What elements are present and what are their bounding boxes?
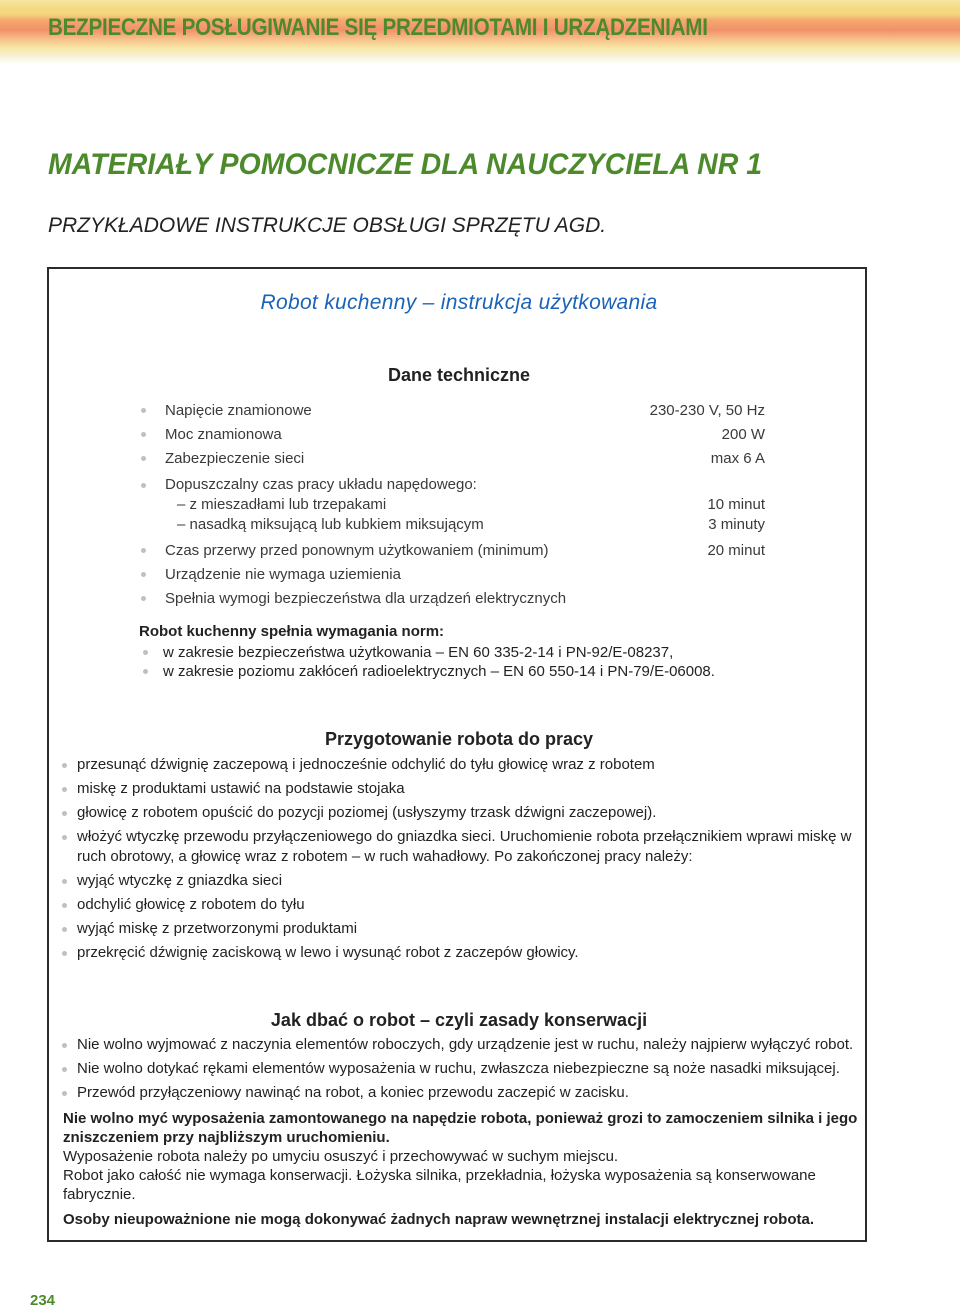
list-item-text: włożyć wtyczkę przewodu przyłączeniowego do gniazdka sieci. Uruchomienie robota przełącznikiem wprawi miskę w ruch obrotowy, a głowicę wraz z robotem – w ruch wahadłowy. Po zakończonej pracy należy:	[77, 828, 852, 865]
spec-label: Moc znamionowa	[165, 426, 282, 443]
bullet-icon	[141, 483, 146, 488]
spec-value: 200 W	[721, 426, 765, 443]
page-title: MATERIAŁY POMOCNICZE DLA NAUCZYCIELA NR 1	[48, 148, 763, 181]
bullet-icon	[62, 927, 67, 932]
care-maintenance: Robot jako całość nie wymaga konserwacji. Łożyska silnika, przekładnia, łożyska wyposażenia są konserwowane fabrycznie.	[63, 1167, 816, 1203]
spec-label: Dopuszczalny czas pracy układu napędowego:	[165, 476, 477, 493]
bullet-icon	[62, 903, 67, 908]
spec-row	[137, 587, 765, 611]
bullet-icon	[62, 835, 67, 840]
spec-value: 20 minut	[707, 542, 765, 559]
spec-label: Zabezpieczenie sieci	[165, 450, 305, 467]
spec-row	[137, 447, 765, 471]
care-storage: Wyposażenie robota należy po umyciu osuszyć i przechowywać w suchym miejscu.	[63, 1148, 619, 1165]
list-item-text: Nie wolno dotykać rękami elementów wyposażenia w ruchu, zwłaszcza niebezpieczne są noże nasadki miksującej.	[77, 1060, 840, 1077]
bullet-icon	[141, 572, 146, 577]
list-item	[59, 827, 859, 867]
list-item	[59, 803, 859, 823]
spec-value: max 6 A	[710, 450, 765, 467]
bullet-icon	[143, 669, 148, 674]
spec-value: 230-230 V, 50 Hz	[649, 402, 765, 419]
spec-row	[137, 563, 765, 587]
specs-table	[137, 399, 765, 611]
bullet-icon	[143, 650, 148, 655]
care-final-note: Osoby nieupoważnione nie mogą dokonywać żadnych napraw wewnętrznej instalacji elektrycznej robota.	[63, 1211, 815, 1228]
list-item	[59, 779, 859, 799]
bullet-icon	[141, 596, 146, 601]
norm-item	[139, 662, 715, 681]
bullet-icon	[141, 408, 146, 413]
spec-label: Spełnia wymogi bezpieczeństwa dla urządzeń elektrycznych	[165, 590, 567, 607]
norms-heading: Robot kuchenny spełnia wymagania norm:	[139, 623, 445, 640]
bullet-icon	[62, 879, 67, 884]
bullet-icon	[141, 432, 146, 437]
page-number: 234	[30, 1292, 56, 1309]
spec-row	[137, 423, 765, 447]
bullet-icon	[62, 1091, 67, 1096]
spec-value: 3 minuty	[708, 516, 765, 533]
spec-row	[137, 539, 765, 563]
care-warning: Nie wolno myć wyposażenia zamontowanego na napędzie robota, ponieważ grozi to zamoczeniem silnika i jego zniszczeniem przy najbliższym uruchomieniu.	[63, 1110, 858, 1146]
list-item	[59, 755, 859, 775]
spec-label: Napięcie znamionowe	[165, 402, 312, 419]
spec-row	[137, 515, 765, 535]
list-item	[59, 871, 859, 891]
list-item-text: odchylić głowicę z robotem do tyłu	[77, 896, 305, 913]
spec-row	[137, 495, 765, 515]
section-header: BEZPIECZNE POSŁUGIWANIE SIĘ PRZEDMIOTAMI I URZĄDZENIAMI	[48, 14, 708, 41]
instruction-title: Robot kuchenny – instrukcja użytkowania	[260, 291, 658, 314]
spec-label: Urządzenie nie wymaga uziemienia	[165, 566, 401, 583]
care-heading: Jak dbać o robot – czyli zasady konserwacji	[270, 1010, 648, 1030]
list-item	[59, 919, 859, 939]
list-item	[59, 1083, 859, 1103]
bullet-icon	[62, 787, 67, 792]
prep-heading: Przygotowanie robota do pracy	[324, 729, 594, 749]
norm-item	[139, 643, 715, 662]
list-item	[59, 943, 859, 963]
list-item-text: miskę z produktami ustawić na podstawie stojaka	[77, 780, 405, 797]
list-item-text: przesunąć dźwignię zaczepową i jednocześnie odchylić do tyłu głowicę wraz z robotem	[77, 756, 655, 773]
spec-row	[137, 475, 765, 495]
bullet-icon	[62, 1067, 67, 1072]
list-item-text: przekręcić dźwignię zaciskową w lewo i wysunąć robot z zaczepów głowicy.	[77, 944, 579, 961]
bullet-icon	[141, 548, 146, 553]
bullet-icon	[62, 763, 67, 768]
bullet-icon	[62, 1043, 67, 1048]
prep-list	[59, 755, 859, 967]
bullet-icon	[62, 811, 67, 816]
page-subtitle: PRZYKŁADOWE INSTRUKCJE OBSŁUGI SPRZĘTU AGD.	[48, 214, 607, 237]
list-item-text: głowicę z robotem opuścić do pozycji poziomej (usłyszymy trzask dźwigni zaczepowej).	[77, 804, 657, 821]
spec-label: – nasadką miksującą lub kubkiem miksującym	[177, 516, 484, 533]
bullet-icon	[141, 456, 146, 461]
spec-value: 10 minut	[707, 496, 765, 513]
list-item	[59, 895, 859, 915]
norm-text: w zakresie bezpieczeństwa użytkowania – EN 60 335-2-14 i PN-92/E-08237,	[163, 644, 674, 661]
list-item-text: wyjąć wtyczkę z gniazdka sieci	[77, 872, 283, 889]
list-item	[59, 1059, 859, 1079]
spec-label: Czas przerwy przed ponownym użytkowaniem (minimum)	[165, 542, 549, 559]
instruction-frame	[47, 267, 867, 1242]
norm-text: w zakresie poziomu zakłóceń radioelektrycznych – EN 60 550-14 i PN-79/E-06008.	[163, 663, 715, 680]
list-item	[59, 1035, 859, 1055]
list-item-text: wyjąć miskę z przetworzonymi produktami	[77, 920, 358, 937]
spec-label: – z mieszadłami lub trzepakami	[177, 496, 387, 513]
bullet-icon	[62, 951, 67, 956]
spec-row	[137, 399, 765, 423]
list-item-text: Przewód przyłączeniowy nawinąć na robot, a koniec przewodu zaczepić w zacisku.	[77, 1084, 629, 1101]
list-item-text: Nie wolno wyjmować z naczynia elementów roboczych, gdy urządzenie jest w ruchu, należy najpierw wyłączyć robot.	[77, 1036, 854, 1053]
norms-section	[139, 621, 715, 681]
care-list	[59, 1035, 859, 1107]
specs-heading: Dane techniczne	[387, 365, 531, 385]
